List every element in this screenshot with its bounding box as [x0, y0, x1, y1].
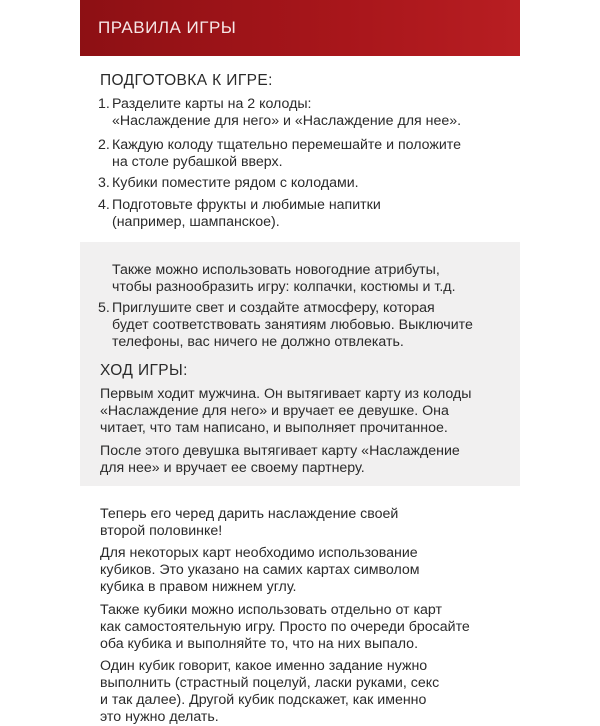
item-line: (например, шампанское).	[112, 214, 280, 230]
item-line: «Наслаждение для него» и «Наслаждение для нее».	[112, 113, 462, 129]
paragraph-line: Первым ходит мужчина. Он вытягивает карту из колоды	[100, 386, 472, 402]
extra-note-line: Также можно использовать новогодние атрибуты,	[112, 262, 440, 278]
list-item	[98, 96, 312, 113]
list-item	[98, 300, 435, 317]
preparation-section	[80, 56, 520, 242]
list-item	[98, 137, 461, 154]
paragraph-line: Один кубик говорит, какое именно задание нужно	[100, 658, 428, 674]
item-number: 5.	[98, 300, 110, 316]
continued-section	[80, 242, 520, 486]
page-title: ПРАВИЛА ИГРЫ	[98, 18, 237, 37]
item-number: 1.	[98, 96, 110, 112]
list-item	[98, 175, 359, 192]
paragraph-line: второй половинке!	[100, 523, 223, 539]
preparation-heading: ПОДГОТОВКА К ИГРЕ:	[100, 72, 273, 89]
paragraph-line: «Наслаждение для него» и вручает ее девушке. Она	[100, 403, 449, 419]
list-item	[98, 197, 381, 214]
item-number: 3.	[98, 175, 110, 191]
header-bar	[80, 0, 520, 56]
item-line: Каждую колоду тщательно перемешайте и положите	[112, 137, 462, 153]
paragraph-line: читает, что там написано, и выполняет прочитанное.	[100, 420, 448, 436]
item-line: Приглушите свет и создайте атмосферу, которая	[112, 300, 435, 316]
paragraph-line: и так далее). Другой кубик подскажет, как именно	[100, 692, 427, 708]
paragraph-line: это нужно делать.	[100, 709, 219, 725]
paragraph-line: для нее» и вручает ее своему партнеру.	[100, 460, 365, 476]
item-line: телефоны, вас ничего не должно отвлекать.	[112, 334, 404, 350]
item-line: Кубики поместите рядом с колодами.	[112, 175, 359, 191]
paragraph-line: как самостоятельную игру. Просто по очереди бросайте	[100, 619, 470, 635]
paragraph-line: После этого девушка вытягивает карту «Наслаждение	[100, 443, 460, 459]
extra-note-line: чтобы разнообразить игру: колпачки, костюмы и т.д.	[112, 279, 456, 295]
paragraph-line: кубика в правом нижнем углу.	[100, 579, 297, 595]
item-number: 2.	[98, 137, 110, 153]
item-number: 4.	[98, 197, 110, 213]
gameplay-heading: ХОД ИГРЫ:	[100, 362, 188, 379]
item-line: Подготовьте фрукты и любимые напитки	[112, 197, 381, 213]
item-line: будет соответствовать занятиям любовью. Выключите	[112, 317, 473, 333]
item-line: на столе рубашкой вверх.	[112, 154, 283, 170]
paragraph-line: Теперь его черед дарить наслаждение своей	[100, 506, 399, 522]
item-line: Разделите карты на 2 колоды:	[112, 96, 312, 112]
paragraph-line: Также кубики можно использовать отдельно от карт	[100, 602, 442, 618]
paragraph-line: оба кубика и выполняйте то, что на них выпало.	[100, 636, 419, 652]
paragraph-line: кубиков. Это указано на самих картах символом	[100, 562, 420, 578]
rules-continued-section	[80, 486, 520, 726]
paragraph-line: выполнить (страстный поцелуй, ласки руками, секс	[100, 675, 440, 691]
paragraph-line: Для некоторых карт необходимо использование	[100, 545, 418, 561]
